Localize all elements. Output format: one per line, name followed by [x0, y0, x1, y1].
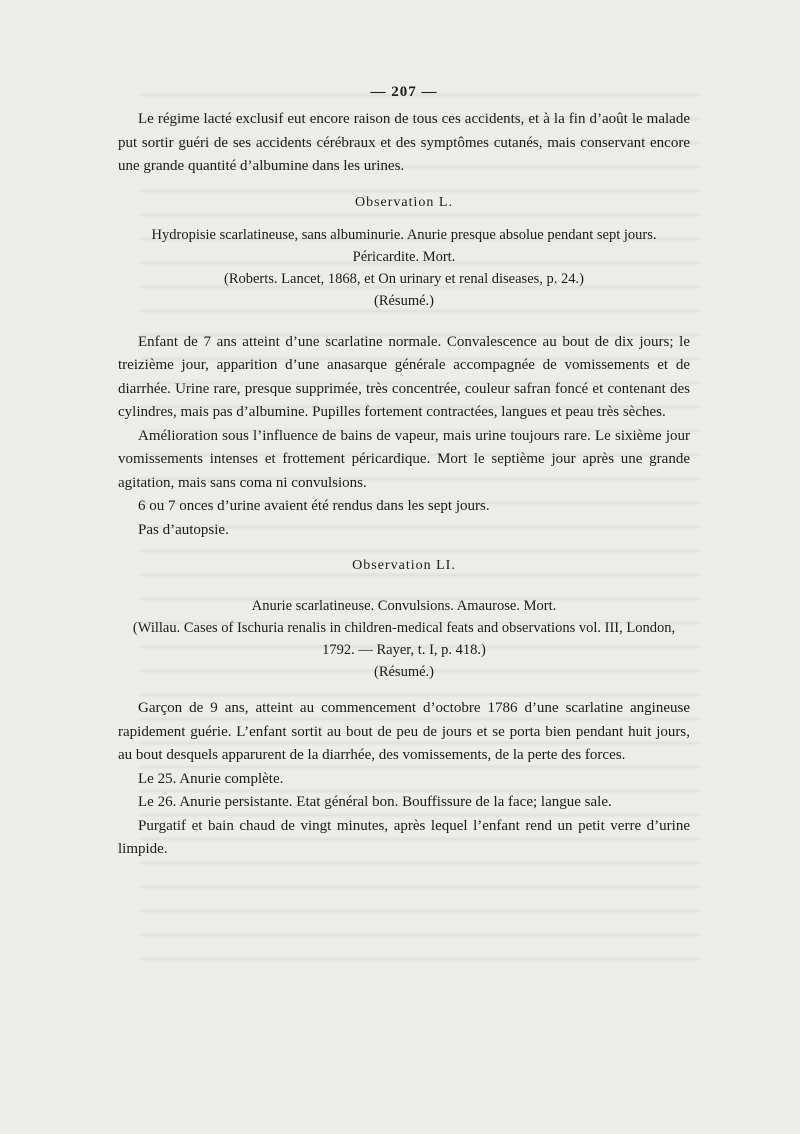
observation-li-subtitle: Anurie scarlatineuse. Convulsions. Amaurose. Mort. — [251, 598, 557, 614]
spacer — [118, 587, 690, 595]
spacer — [118, 683, 690, 697]
observation-l-heading — [118, 195, 690, 211]
spacer — [118, 312, 690, 331]
observation-l-body-4: Pas d’autopsie. — [138, 521, 229, 538]
observation-li-heading-text: Observation LI. — [352, 558, 456, 573]
observation-li-body-4: Purgatif et bain chaud de vingt minutes, après lequel l’enfant rend un petit verre d’urine limpide. — [118, 817, 690, 857]
observation-l-subtitle: Hydropisie scarlatineuse, sans albuminurie. Anurie presque absolue pendant sept jours. Péricardite. Mort. — [151, 226, 657, 265]
observation-li-body-3: Le 26. Anurie persistante. Etat général bon. Bouffissure de la face; langue sale. — [138, 794, 612, 810]
observation-l-body-2: Amélioration sous l’influence de bains de vapeur, mais urine toujours rare. Le sixième jour vomissements intenses et frottement péricardique. Mort le septième jour après une grande agitation, mais sans coma ni convulsions. — [118, 427, 690, 491]
observation-li-reference: (Willau. Cases of Ischuria renalis in children-medical feats and observations vol. III, London, 1792. — Rayer, t. I, p. 418.) — [132, 620, 676, 658]
observation-l-body-1: Enfant de 7 ans atteint d’une scarlatine normale. Convalescence au bout de dix jours; le treizième jour, apparition d’une anasarque générale accompagnée de vomissements et de diarrhée. Urine rare, presque supprimée, très concentrée, couleur safran foncé et contenant des cylindres, mais pas d’albumine. Pupilles fortement contractées, langues et peau très sèches. — [118, 333, 690, 420]
page-text-block — [118, 84, 690, 862]
observation-li-resume: (Résumé.) — [374, 664, 434, 680]
observation-li-body-1: Garçon de 9 ans, atteint au commencement d’octobre 1786 d’une scarlatine angineuse rapidement guérie. L’enfant sortit au bout de peu de jours et se porta bien pendant huit jours, au bout desquels apparurent de la diarrhée, des vomissements, de la perte des forces. — [118, 700, 690, 763]
paragraph-1: Le régime lacté exclusif eut encore raison de tous ces accidents, et à la fin d’août le malade put sortir guéri de ses accidents cérébraux et des symptômes cutanés, mais conservant encore une grande quantité d’albumine dans les urines. — [118, 111, 690, 174]
observation-l-resume: (Résumé.) — [374, 292, 434, 309]
page-number: — 207 — — [370, 84, 438, 100]
observation-li-body-2: Le 25. Anurie complète. — [138, 770, 284, 787]
observation-l-heading-text: Observation L. — [355, 194, 453, 210]
observation-li-heading — [118, 558, 690, 574]
observation-l-body-3: 6 ou 7 onces d’urine avaient été rendus dans les sept jours. — [138, 498, 490, 514]
observation-l-reference: (Roberts. Lancet, 1868, et On urinary et renal diseases, p. 24.) — [224, 270, 584, 287]
